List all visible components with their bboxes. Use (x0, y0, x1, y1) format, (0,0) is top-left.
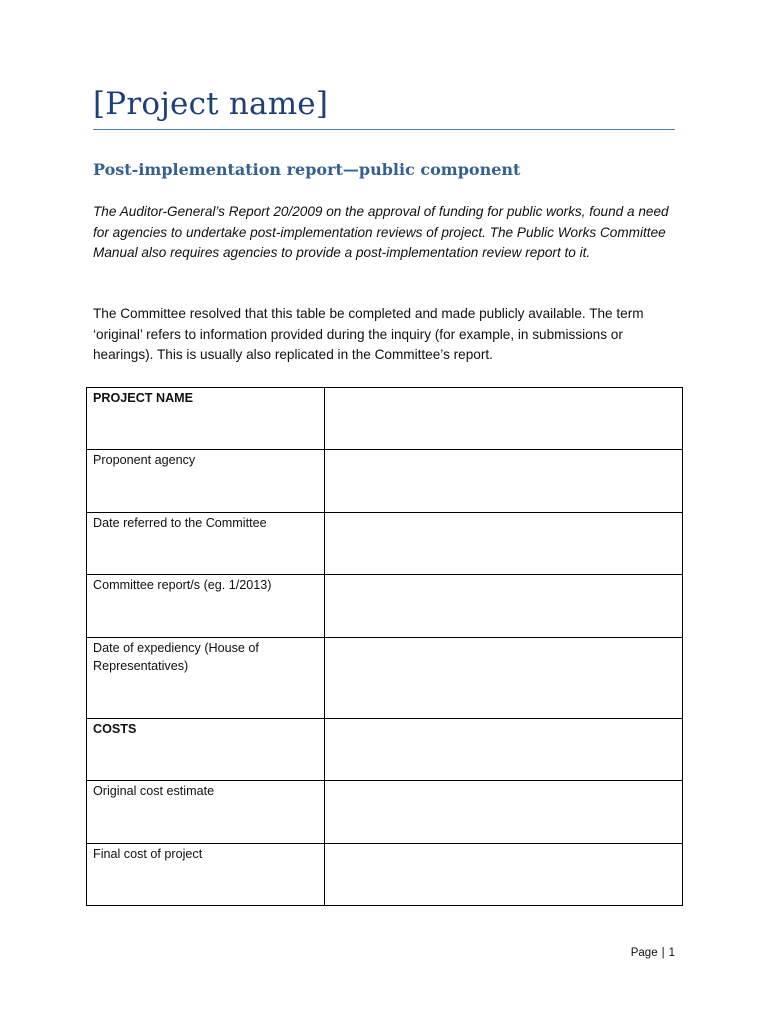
table-row (87, 719, 683, 781)
table-row (87, 388, 683, 450)
page-separator: | (661, 947, 665, 959)
row-label-date-referred: Date referred to the Committee (87, 513, 325, 575)
table-row (87, 638, 683, 719)
row-label-project-name: PROJECT NAME (87, 388, 325, 450)
page-footer (631, 947, 675, 959)
row-value-original-cost-estimate (325, 781, 683, 844)
document-subtitle: Post-implementation report—public component (93, 160, 521, 179)
intro-italic-paragraph: The Auditor-General’s Report 20/2009 on the approval of funding for public works, found a need for agencies to undertake post-implementation reviews of project. The Public Works Committee Manual also requires agencies to provide a post-implementation review report to it. (93, 204, 669, 260)
table-row (87, 844, 683, 906)
row-value-proponent-agency (325, 450, 683, 513)
table-row (87, 575, 683, 638)
title-underline-rule (93, 129, 675, 130)
page-label: Page (630, 947, 658, 959)
row-label-costs: COSTS (87, 719, 325, 781)
table-row (87, 781, 683, 844)
table-row (87, 450, 683, 513)
page-number: 1 (668, 947, 675, 959)
document-title: [Project name] (93, 86, 329, 122)
intro-paragraph: The Committee resolved that this table be completed and made publicly available. The term ‘original’ refers to information provided during the inquiry (for example, in submissions or hearings). This is usually also replicated in the Committee’s report. (93, 306, 644, 362)
row-label-committee-reports: Committee report/s (eg. 1/2013) (87, 575, 325, 638)
table-row (87, 513, 683, 575)
report-table (86, 387, 683, 906)
row-value-committee-reports (325, 575, 683, 638)
row-label-proponent-agency: Proponent agency (87, 450, 325, 513)
row-value-date-referred (325, 513, 683, 575)
row-value-project-name (325, 388, 683, 450)
row-label-final-cost: Final cost of project (87, 844, 325, 906)
row-value-final-cost (325, 844, 683, 906)
row-value-date-of-expediency (325, 638, 683, 719)
row-label-original-cost-estimate: Original cost estimate (87, 781, 325, 844)
row-value-costs (325, 719, 683, 781)
row-label-date-of-expediency: Date of expediency (House of Representatives) (87, 638, 325, 719)
